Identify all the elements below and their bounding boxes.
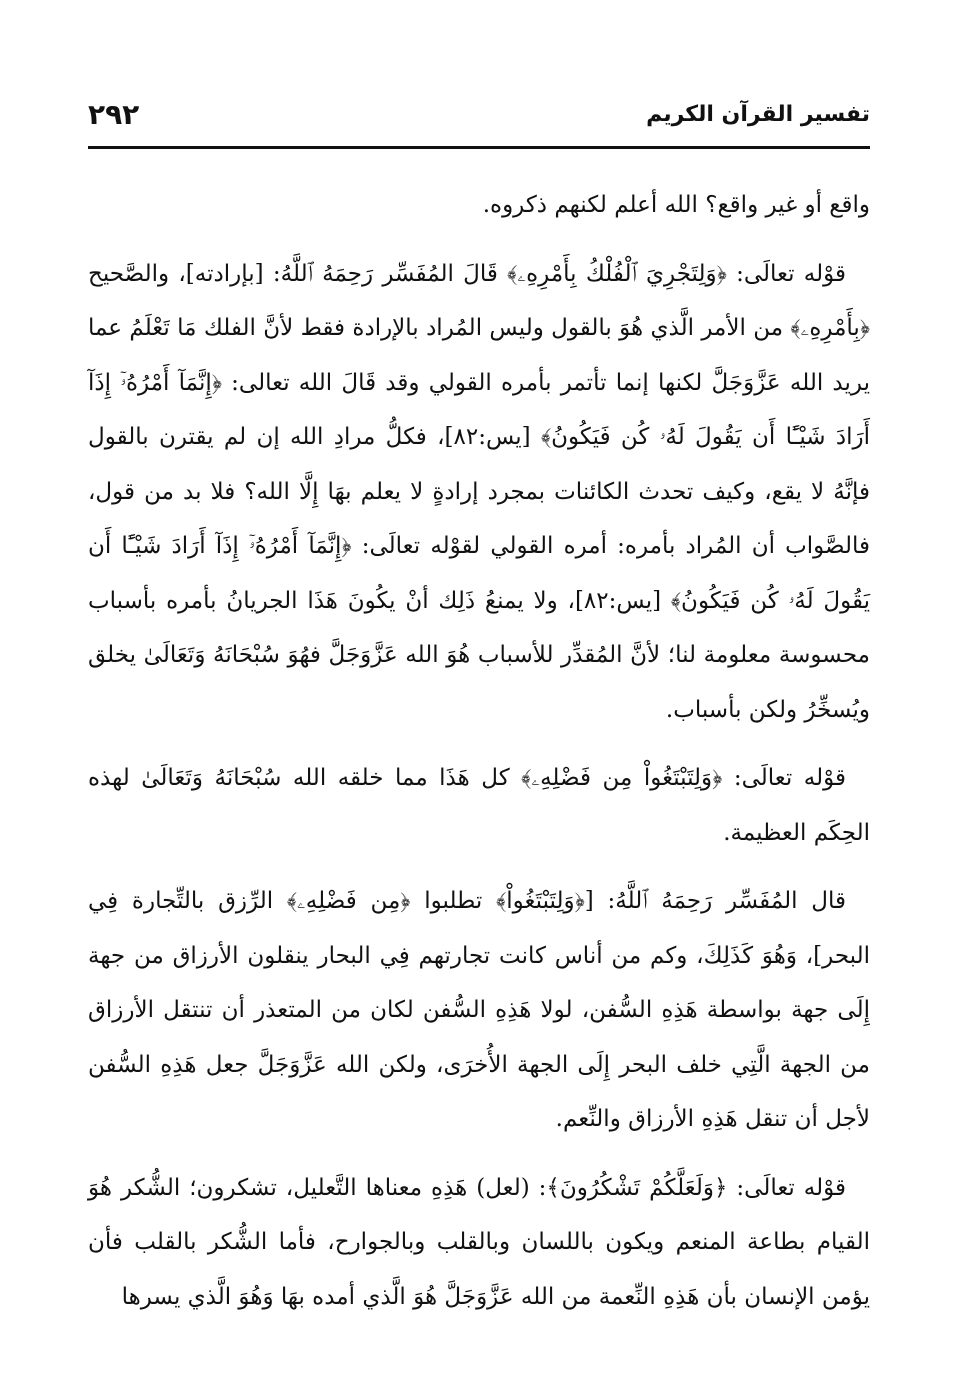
paragraph-continuation: واقع أو غير واقع؟ الله أعلم لكنهم ذكروه.: [482, 192, 870, 218]
paragraph-verse-gratitude: قوْله تعالَى: ﴿وَلَعَلَّكُمْ تَشْكُرُونَ﴾: (لعل) هَذِهِ معناها التَّعليل، تشكرون؛ الشُّكر هُوَ القيام بطاعة المنعم ويكون باللسان وبالقلب وبالجوارح، فأما الشُّكر بالقلب فأن يؤمن الإنسان بأن هَذِهِ النِّعمة من الله عَزَّوَجَلَّ هُوَ الَّذي أمده بهَا وَهُوَ الَّذي يسرها: [88, 1174, 870, 1310]
page-header: [88, 96, 870, 146]
running-title: تفسير القرآن الكريم: [646, 102, 870, 127]
page-number: ٢٩٢: [88, 98, 140, 131]
paragraph-verse-seek-bounty: قوْله تعالَى: ﴿وَلِتَبْتَغُواْ مِن فَضْلِهِۦ﴾ كل هَذَا مما خلقه الله سُبْحَانَهُ وَتَعَالَىٰ لهذه الحِكَم العظيمة.: [88, 765, 870, 846]
header-divider: [88, 146, 870, 149]
paragraph-verse-ship-command: قوْله تعالَى: ﴿وَلِتَجْرِيَ ٱلْفُلْكُ بِأَمْرِهِۦ﴾ قَالَ المُفَسِّر رَحِمَهُ ٱللَّهُ: [بإرادته]، والصَّحيح ﴿بِأَمْرِهِۦ﴾ من الأمر الَّذي هُوَ بالقول وليس المُراد بالإرادة فقط لأنَّ الفلك مَا تَعْلَمُ عما يريد الله عَزَّوَجَلَّ لكنها إنما تأتمر بأمره القولي وقد قَالَ الله تعالى: ﴿إِنَّمَآ أَمْرُهُۥٓ إِذَآ أَرَادَ شَيْـًٔا أَن يَقُولَ لَهُۥ كُن فَيَكُونُ﴾ [يس:٨٢]، فكلُّ مرادِ الله إن لم يقترن بالقول فإنَّهُ لا يقع، وكيف تحدث الكائنات بمجرد إرادةٍ لا يعلم بهَا إِلَّا الله؟ فلا بد من قول، فالصَّواب أن المُراد بأمره: أمره القولي لقوْله تعالَى: ﴿إِنَّمَآ أَمْرُهُۥٓ إِذَآ أَرَادَ شَيْـًٔا أَن يَقُولَ لَهُۥ كُن فَيَكُونُ﴾ [يس:٨٢]، ولا يمنعُ ذَلِك أنْ يكُونَ هَذَا الجريانُ بأمره بأسباب محسوسة معلومة لنا؛ لأنَّ المُقدِّر للأسباب هُوَ الله عَزَّوَجَلَّ فهُوَ سُبْحَانَهُ وَتَعَالَىٰ يخلق ويُسخِّرُ ولكن بأسباب.: [88, 260, 870, 723]
page-body: [88, 178, 870, 1338]
paragraph-commentator-trade: قال المُفَسِّر رَحِمَهُ ٱللَّهُ: [﴿وَلِتَبْتَغُواْ﴾ تطلبوا ﴿مِن فَضْلِهِۦ﴾ الرِّزق بالتِّجارة فِي البحر]، وَهُوَ كَذَلِكَ، وكم من أناس كانت تجارتهم فِي البحار ينقلون الأرزاق من جهة إِلَى جهة بواسطة هَذِهِ السُّفن، لولا هَذِهِ السُّفن لكان من المتعذر أن تنتقل الأرزاق من الجهة الَّتِي خلف البحر إِلَى الجهة الأُخرَى، ولكن الله عَزَّوَجَلَّ جعل هَذِهِ السُّفن لأجل أن تنقل هَذِهِ الأرزاق والنِّعم.: [88, 888, 870, 1132]
